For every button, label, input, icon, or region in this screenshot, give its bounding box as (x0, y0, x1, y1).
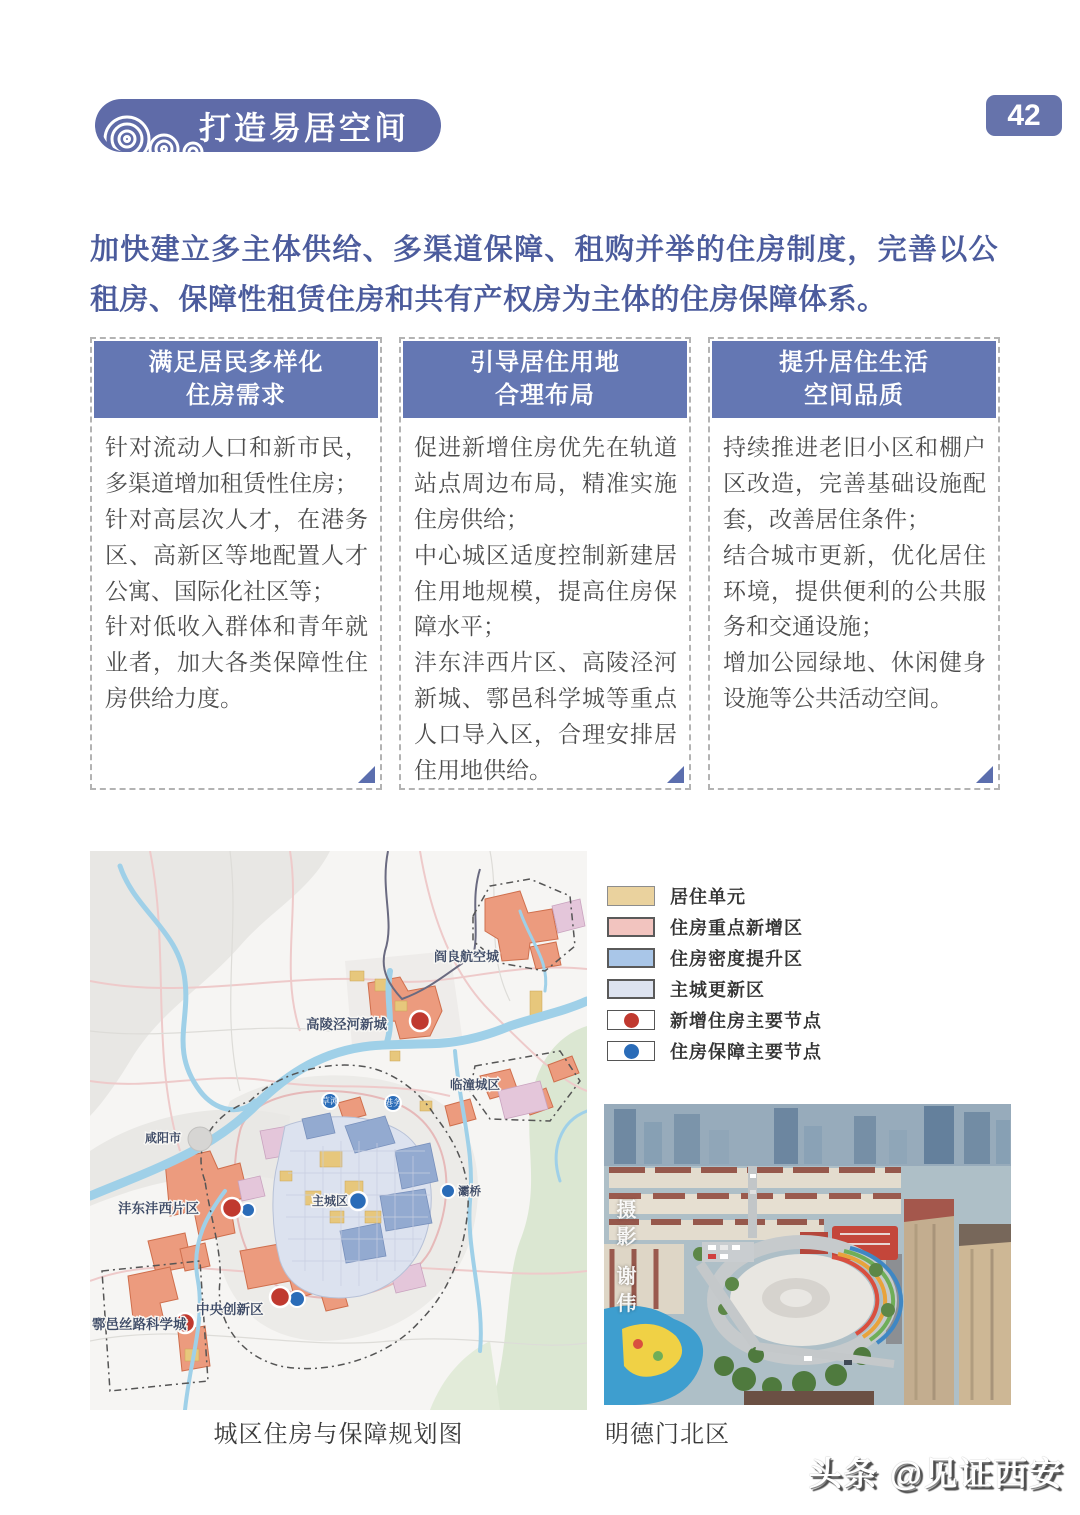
policy-card-housing-demand (90, 337, 382, 790)
photographer-watermark: 摄影 谢伟 (613, 1199, 635, 1320)
card-title: 提升居住生活 空间品质 (712, 341, 996, 418)
legend-row: 住房保障主要节点 (607, 1041, 822, 1061)
intro-paragraph: 加快建立多主体供给、多渠道保障、租购并举的住房制度，完善以公租房、保障性租赁住房和共有产权房为主体的住房保障体系。 (90, 234, 998, 316)
photo-caption: 明德门北区 (605, 1421, 730, 1448)
card-paragraph: 持续推进老旧小区和棚户区改造，完善基础设施配套，改善居住条件； (723, 434, 986, 532)
card-paragraph: 针对高层次人才，在港务区、高新区等地配置人才公寓、国际化社区等； (105, 505, 368, 604)
map-label-lintong: 临潼城区 (450, 1078, 501, 1092)
node-new-housing-central (270, 1287, 290, 1307)
map-label-zhongyang: 中央创新区 (196, 1302, 264, 1317)
card-body (92, 418, 380, 717)
card-title: 满足居民多样化 住房需求 (94, 341, 378, 418)
red-dot-icon (624, 1013, 639, 1028)
aerial-photo-mingdemen (604, 1104, 1011, 1405)
legend-row: 住房重点新增区 (607, 917, 822, 937)
page-number: 42 (986, 95, 1062, 136)
map-label-fengdong: 沣东沣西片区 (118, 1201, 199, 1216)
map-label-yanliang: 阎良航空城 (434, 949, 500, 964)
map-label-caotan: 草滩 (320, 1096, 340, 1106)
cloud-circles-icon (101, 99, 251, 152)
card-paragraph: 结合城市更新，优化居住环境，提供便利的公共服务和交通设施； (723, 541, 986, 640)
card-paragraph: 中心城区适度控制新建居住用地规模，提高住房保障水平； (414, 541, 677, 640)
map-label-gaoling: 高陵泾河新城 (306, 1017, 387, 1032)
legend-row: 新增住房主要节点 (607, 1010, 822, 1030)
card-paragraph: 沣东沣西片区、高陵泾河新城、鄠邑科学城等重点人口导入区，合理安排居住用地供给。 (414, 649, 677, 783)
map-label-baqiao: 灞桥 (458, 1186, 481, 1198)
map-label-xianyang: 咸阳市 (145, 1131, 182, 1145)
corner-triangle-icon (976, 766, 993, 783)
policy-card-land-layout (399, 337, 691, 790)
legend-swatch-density-area (607, 948, 655, 968)
node-new-housing-fengdong (222, 1198, 242, 1218)
legend-row: 主城更新区 (607, 979, 822, 999)
blue-dot-icon (624, 1044, 639, 1059)
photo-bottom-roof (744, 1391, 874, 1405)
legend-swatch-key-new-area (607, 917, 655, 937)
toutiao-watermark: 头条 @见证西安 (808, 1455, 1064, 1492)
legend-swatch-renewal-area (607, 979, 655, 999)
card-title: 引导居住用地 合理布局 (403, 341, 687, 418)
legend-swatch-new-node (607, 1010, 655, 1030)
legend-swatch-guarantee-node (607, 1041, 655, 1061)
map-caption: 城区住房与保障规划图 (213, 1421, 464, 1448)
section-header-badge (95, 99, 441, 152)
node-guarantee-fengdong (241, 1203, 255, 1217)
card-body (710, 418, 998, 717)
map-label-huyi: 鄠邑丝路科学城 (92, 1317, 187, 1332)
legend-row: 居住单元 (607, 886, 822, 906)
photo-right-buildings (886, 1199, 1011, 1405)
planning-map (90, 851, 587, 1410)
map-label-gangwu: 港务 (383, 1098, 403, 1108)
legend-swatch-residential-unit (607, 886, 655, 906)
node-guarantee-maincity (349, 1192, 367, 1210)
node-guarantee-central (289, 1291, 305, 1307)
card-body (401, 418, 689, 789)
card-paragraph: 增加公园绿地、休闲健身设施等公共活动空间。 (723, 649, 986, 712)
corner-triangle-icon (358, 766, 375, 783)
card-paragraph: 针对流动人口和新市民，多渠道增加租赁性住房； (105, 434, 368, 496)
node-guarantee-baqiao (441, 1184, 455, 1198)
map-legend (607, 886, 822, 1072)
photo-plaza-inner (780, 1289, 812, 1307)
card-paragraph: 针对低收入群体和青年就业者，加大各类保障性住房供给力度。 (105, 613, 368, 712)
node-new-housing-gaoling (410, 1011, 430, 1031)
policy-card-living-quality (708, 337, 1000, 790)
map-label-zhucheng: 主城区 (312, 1194, 349, 1208)
map-xianyang-marker (188, 1127, 212, 1151)
card-paragraph: 促进新增住房优先在轨道站点周边布局，精准实施住房供给； (414, 434, 677, 532)
section-title: 打造易居空间 (198, 109, 409, 146)
legend-row: 住房密度提升区 (607, 948, 822, 968)
